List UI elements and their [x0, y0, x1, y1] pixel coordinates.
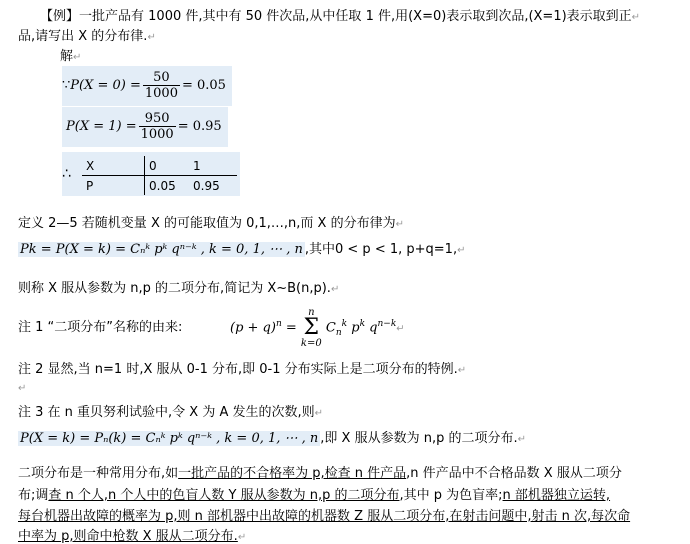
formula-p0: [62, 66, 232, 106]
paragraph-mark-icon: ↵: [517, 434, 527, 445]
empty-line: [18, 380, 26, 395]
example-text-2: 品,请写出 X 的分布律.: [18, 29, 148, 44]
note-3-formula-line: [18, 429, 526, 449]
paragraph-line-4: [18, 525, 246, 544]
paragraph-text: 二项分布是一种常用分布,如: [18, 466, 179, 481]
p0-fraction: [143, 70, 180, 101]
sum-symbol: n Σ k=0: [300, 306, 322, 349]
note-1-text: [18, 316, 182, 335]
p1-fraction: [139, 111, 176, 142]
because-symbol: ∵: [62, 78, 71, 93]
paragraph-mark-icon: ↵: [314, 408, 324, 419]
definition-line-1: [18, 212, 404, 231]
paragraph-underlined: 中率为 p,则命中枪数 X 服从二项分布.: [18, 529, 238, 544]
paragraph-text: 布;调: [18, 488, 49, 503]
paragraph-underlined: 查 n 个人,n 个人中的色盲人数 Y 服从参数为 n,p 的二项分布: [48, 488, 400, 503]
binomial-pmf-formula: Pk = P(X = k) = Cₙᵏ pᵏ qⁿ⁻ᵏ , k = 0, 1, ⋯ , n: [20, 242, 303, 257]
paragraph-mark-icon: ↵: [631, 12, 641, 23]
table-cell: 0.95: [189, 176, 237, 196]
note-2: [18, 358, 466, 377]
paragraph-mark-icon: ↵: [147, 32, 156, 43]
definition-text: 定义 2—5 若随机变量 X 的可能取值为 0,1,…,n,而 X 的分布律为: [18, 216, 396, 231]
distribution-block: [62, 152, 240, 196]
example-tag: 【例】: [40, 9, 80, 24]
paragraph-mark-icon: ↵: [237, 532, 247, 543]
paragraph-mark-icon: ↵: [73, 52, 82, 63]
p1-lhs: P(X = 1) =: [66, 119, 137, 134]
note-3-text: 注 3 在 n 重贝努利试验中,令 X 为 A 发生的次数,则: [18, 405, 315, 420]
example-line-2: [18, 25, 156, 44]
definition-line-3: [18, 277, 339, 296]
paragraph-mark-icon: ↵: [18, 383, 27, 394]
table-row: [82, 156, 237, 176]
paragraph-mark-icon: ↵: [457, 245, 466, 256]
p0-rhs: = 0.05: [181, 78, 226, 93]
paragraph-underlined: n 部机器独立运转,: [502, 488, 611, 503]
paragraph-text: ,其中 p 为色盲率;: [399, 488, 503, 503]
table-cell: 1: [193, 158, 201, 173]
table-cell: 0.05: [145, 176, 190, 196]
solution-label-text: 解: [60, 49, 74, 64]
paragraph-mark-icon: ↵: [395, 219, 404, 230]
p1-denominator: 1000: [140, 127, 174, 142]
definition-formula-tail: ,其中0 < p < 1, p+q=1,: [304, 242, 458, 257]
formula-p1: [62, 107, 228, 147]
example-text-1: 一批产品有 1000 件,其中有 50 件次品,从中任取 1 件,用(X=0)表示取到次品,(X=1)表示取到正: [79, 9, 632, 24]
paragraph-mark-icon: ↵: [457, 365, 467, 376]
paragraph-text: ,n 件产品中不合格品数 X 服从二项分: [406, 466, 622, 481]
distribution-table: [82, 156, 237, 195]
sum-upper: n: [308, 306, 315, 318]
note-2-text: 注 2 显然,当 n=1 时,X 服从 0-1 分布,即 0-1 分布实际上是二项分布的特例.: [18, 362, 458, 377]
paragraph-underlined: 一批产品的不合格率为 p,检查 n 件产品: [178, 466, 407, 481]
table-cell: 0: [145, 156, 190, 176]
bernoulli-formula: P(X = k) = Pₙ(k) = Cₙᵏ pᵏ qⁿ⁻ᵏ , k = 0, 1, ⋯ , n: [20, 431, 319, 446]
note-3-formula-tail: ,即 X 服从参数为 n,p 的二项分布.: [320, 431, 518, 446]
note-3: [18, 401, 323, 420]
table-cell: X: [86, 158, 95, 173]
table-row: [82, 176, 237, 196]
table-cell: P: [82, 176, 145, 196]
therefore-symbol: ∴: [62, 166, 71, 182]
definition-formula-line: [18, 240, 465, 260]
note-1-label: 注 1 “二项分布”名称的由来:: [18, 320, 183, 335]
p1-rhs: = 0.95: [177, 119, 222, 134]
p1-numerator: 950: [139, 111, 176, 127]
example-line-1: [40, 5, 640, 24]
sum-lower: k=0: [300, 337, 322, 349]
p0-lhs: P(X = 0) =: [70, 78, 141, 93]
paragraph-line-3: [18, 505, 630, 524]
definition-conclusion: 则称 X 服从参数为 n,p 的二项分布,简记为 X~B(n,p).: [18, 281, 331, 296]
paragraph-mark-icon: ↵: [396, 323, 405, 335]
p0-denominator: 1000: [144, 86, 178, 101]
paragraph-line-2: [18, 484, 610, 503]
paragraph-mark-icon: ↵: [330, 284, 340, 295]
note-1-formula: $(p + q)^n$ = n Σ k=0 $C_n^k$ $p^k$ $q^{n-k}↵$: [230, 306, 405, 349]
solution-label: [60, 45, 81, 64]
paragraph-line-1: [18, 462, 622, 481]
paragraph-underlined: 每台机器出故障的概率为 p,则 n 部机器中出故障的机器数 Z 服从二项分布,在射击问题中,射击 n 次,每次命: [18, 509, 631, 524]
p0-numerator: 50: [143, 70, 180, 86]
